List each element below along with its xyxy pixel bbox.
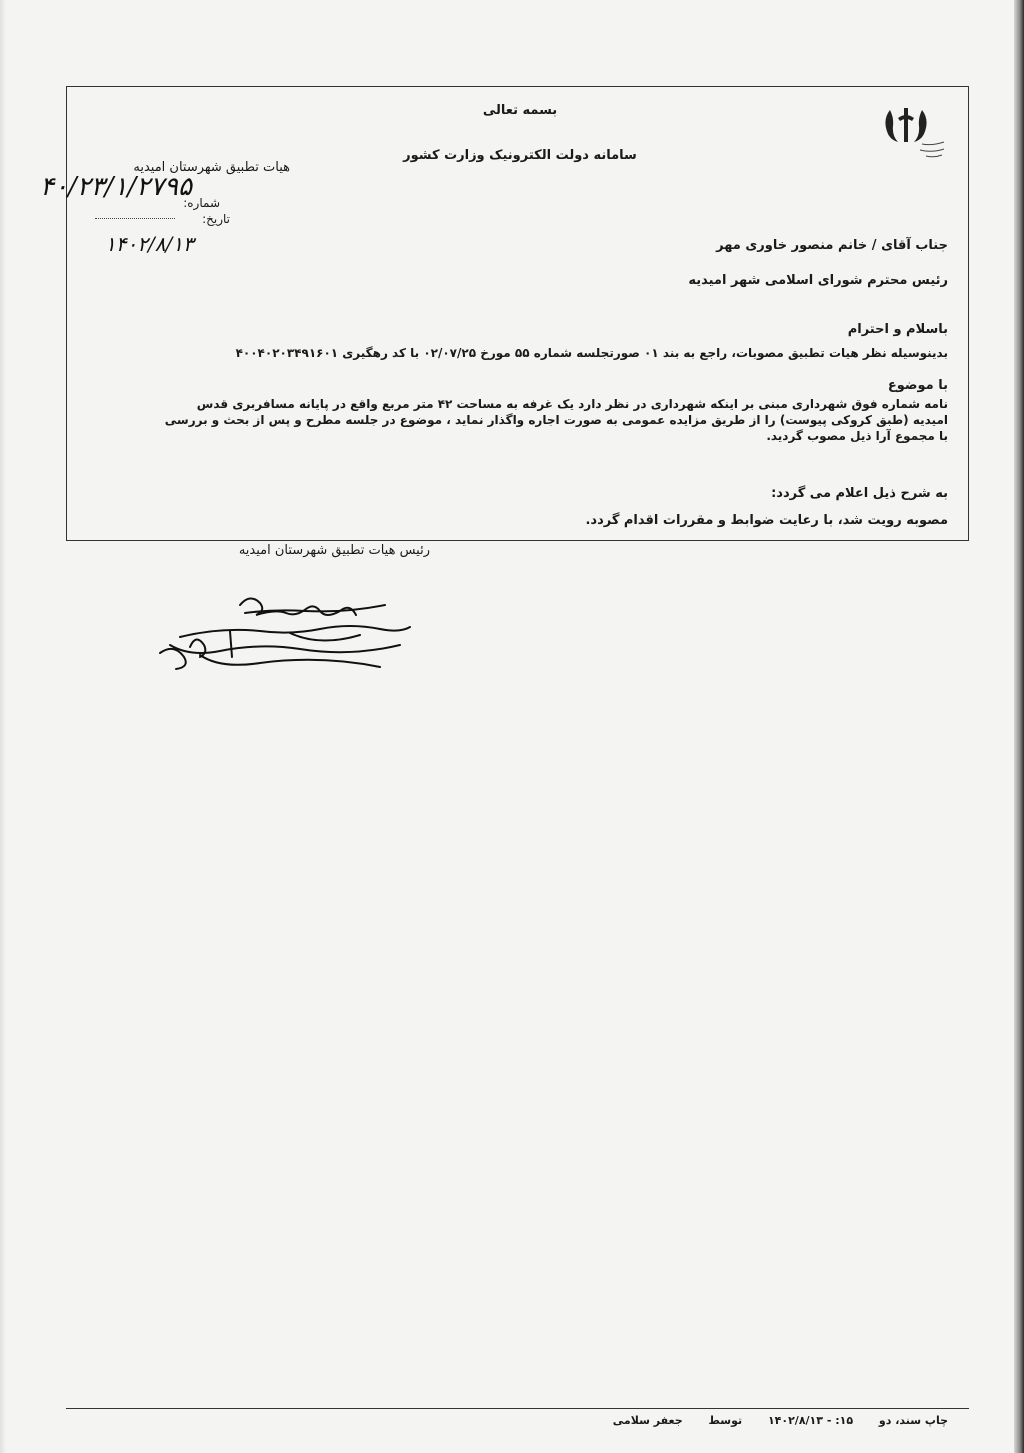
greeting: باسلام و احترام	[847, 322, 948, 337]
approval-text: مصوبه رویت شد، با رعایت ضوابط و مقررات اقدام گردد.	[585, 513, 948, 528]
date-label: تاریخ:	[202, 212, 230, 226]
printed-by-user: جعفر سلامی	[612, 1414, 683, 1427]
reference-line: بدینوسیله نظر هیات تطبیق مصوبات، راجع به بند ۰۱ صورتجلسه شماره ۵۵ مورخ ۰۲/۰۷/۲۵ با کد رهگیری ۴۰۰۴۰۲۰۳۴۹۱۶۰۱	[235, 346, 948, 360]
print-time: ۱۵: - ۱۴۰۲/۸/۱۳	[767, 1414, 854, 1427]
footer-rule	[66, 1408, 969, 1409]
signatory-title: رئیس هیات تطبیق شهرستان امیدیه	[238, 543, 430, 558]
handwritten-letter-number: ۴۰/۲۳/۱/۲۷۹۵	[40, 172, 192, 202]
print-footer	[591, 1414, 948, 1427]
number-label: شماره:	[183, 196, 220, 210]
date-dotted-line	[95, 218, 175, 219]
subject-label: با موضوع	[887, 378, 948, 393]
subject-text: نامه شماره فوق شهرداری مبنی بر اینکه شهرداری در نظر دارد یک غرفه به مساحت ۴۲ متر مربع واقع در پایانه مسافربری قدس امیدیه (طبق کروکی پیوست) را از طریق مزایده عمومی به صورت اجاره واگذار نماید ، موضوع در جلسه مطرح و پس از بحث و بررسی با مجموع آرا ذیل مصوب گردید.	[164, 397, 948, 443]
system-name: سامانه دولت الکترونیک وزارت کشور	[403, 148, 637, 163]
handwritten-letter-date: ۱۴۰۲/۸/۱۳	[105, 232, 194, 256]
printed-by-label: توسط	[708, 1414, 743, 1427]
page-edge-left	[0, 0, 6, 1453]
organization-name: هیات تطبیق شهرستان امیدیه	[133, 160, 290, 175]
announcement: به شرح ذیل اعلام می گردد:	[771, 486, 948, 501]
addressee-position: رئیس محترم شورای اسلامی شهر امیدیه	[688, 273, 948, 288]
iran-emblem-icon	[876, 104, 954, 166]
page-edge-right	[1014, 0, 1024, 1453]
print-label: چاپ سند، دو	[878, 1414, 948, 1427]
handwritten-signature-icon	[140, 575, 460, 685]
basmala-title: بسمه تعالی	[482, 103, 558, 118]
addressee: جناب آقای / خانم منصور خاوری مهر	[716, 238, 948, 253]
